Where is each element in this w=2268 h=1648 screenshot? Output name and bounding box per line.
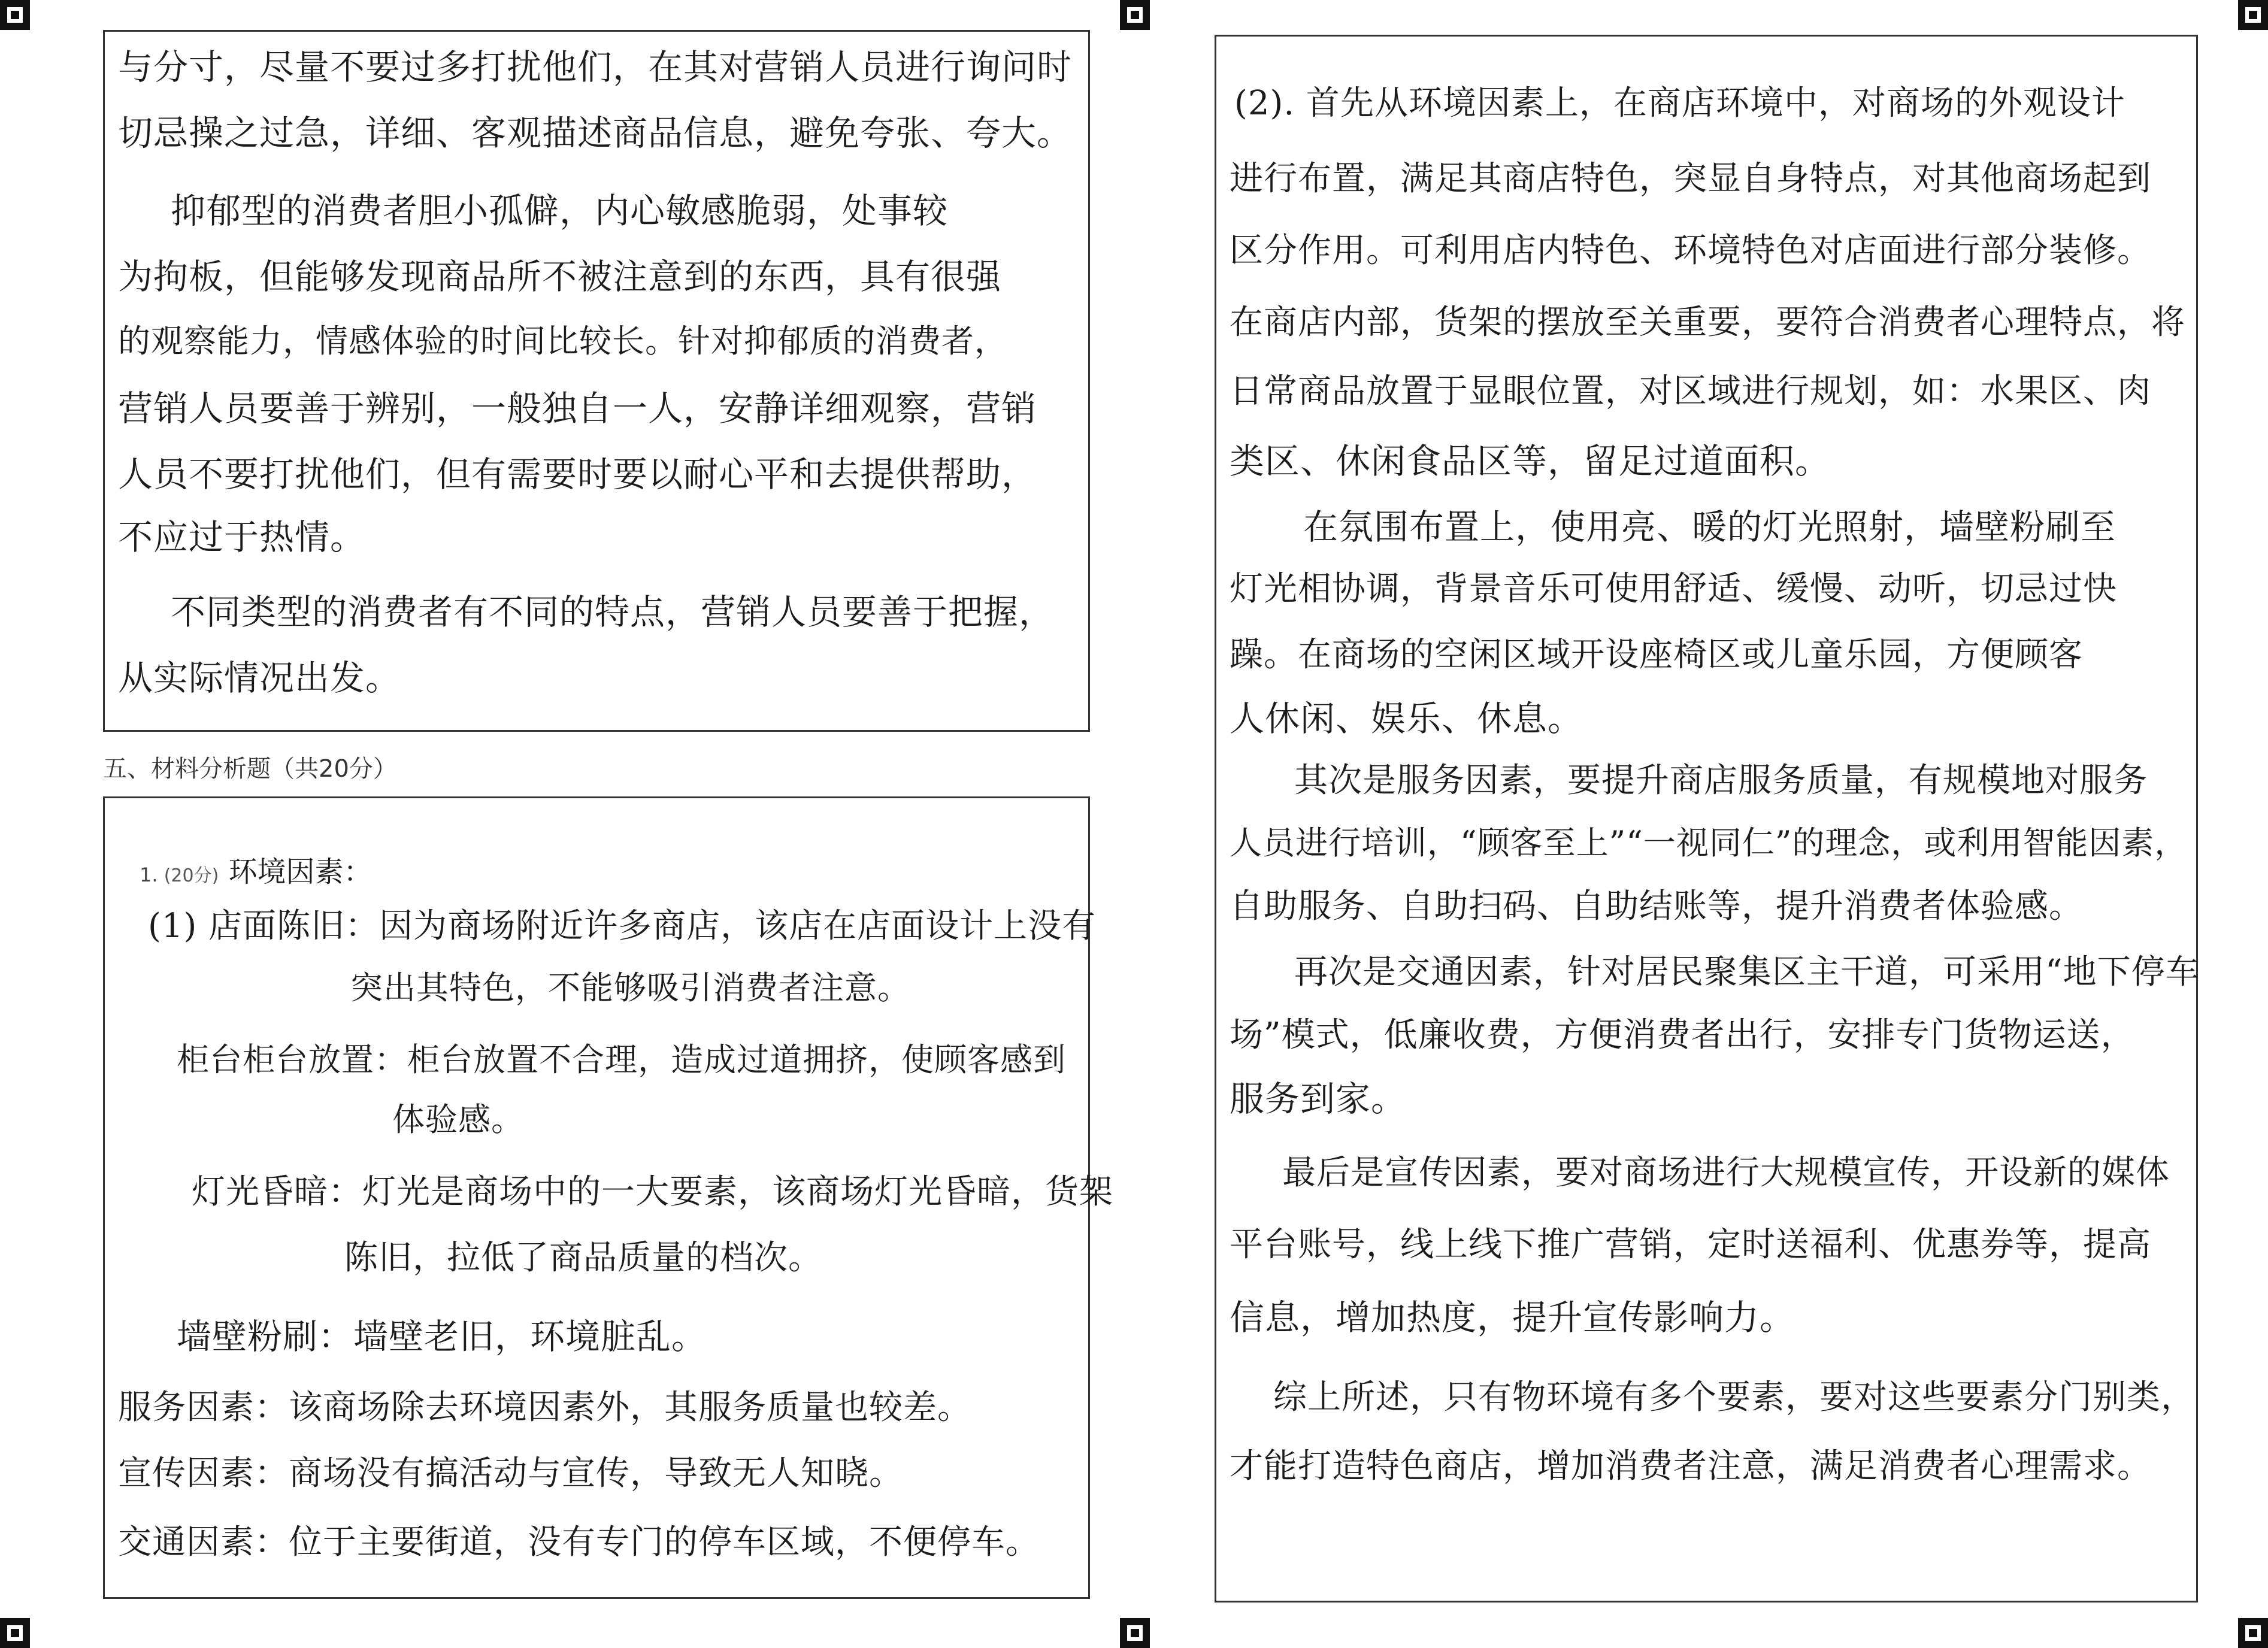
handwritten-line: 区分作用。可利用店内特色、环境特色对店面进行部分装修。 [1230, 231, 2151, 270]
handwritten-line: 才能打造特色商店，增加消费者注意，满足消费者心理需求。 [1230, 1447, 2151, 1486]
handwritten-line: 再次是交通因素，针对居民聚集区主干道，可采用“地下停车 [1294, 953, 2200, 992]
handwritten-line: 灯光昏暗：灯光是商场中的一大要素，该商场灯光昏暗，货架 [192, 1173, 1113, 1211]
handwritten-line: 从实际情况出发。 [118, 658, 401, 698]
handwritten-line: 其次是服务因素，要提升商店服务质量，有规模地对服务 [1294, 761, 2148, 800]
corner-marker-bottom-center [1120, 1618, 1150, 1648]
corner-marker-bottom-left [0, 1618, 30, 1648]
corner-marker-top-center [1120, 0, 1150, 30]
question-index: 1. [140, 864, 158, 886]
handwritten-line: 日常商品放置于显眼位置，对区域进行规划，如：水果区、肉 [1230, 372, 2151, 411]
section-title: 五、材料分析题（共20分） [103, 755, 397, 783]
handwritten-line: (1) 店面陈旧：因为商场附近许多商店，该店在店面设计上没有 [148, 907, 1097, 946]
handwritten-line: 体验感。 [392, 1101, 524, 1138]
handwritten-line: 不应过于热情。 [118, 517, 366, 558]
corner-marker-bottom-right [2238, 1618, 2268, 1648]
handwritten-line: 信息，增加热度，提升宣传影响力。 [1230, 1297, 1795, 1338]
handwritten-line: 与分寸，尽量不要过多打扰他们，在其对营销人员进行询问时 [118, 47, 1073, 87]
handwritten-line: 人员不要打扰他们，但有需要时要以耐心平和去提供帮助， [118, 454, 1037, 495]
handwritten-line: 抑郁型的消费者胆小孤僻，内心敏感脆弱，处事较 [171, 190, 949, 231]
handwritten-line: 不同类型的消费者有不同的特点，营销人员要善于把握， [171, 592, 1055, 632]
handwritten-line: 陈旧，拉低了商品质量的档次。 [344, 1238, 822, 1277]
answer-box-right [1215, 35, 2198, 1602]
handwritten-line: 场”模式，低廉收费，方便消费者出行，安排专门货物运送， [1230, 1016, 2135, 1055]
handwritten-heading: 环境因素： [228, 855, 373, 889]
handwritten-line: 交通因素：位于主要街道，没有专门的停车区域，不便停车。 [118, 1523, 1040, 1562]
handwritten-line: 柜台柜台放置：柜台放置不合理，造成过道拥挤，使顾客感到 [177, 1041, 1066, 1079]
handwritten-line: 灯光相协调，背景音乐可使用舒适、缓慢、动听，切忌过快 [1230, 569, 2117, 608]
question-number [140, 849, 372, 890]
handwritten-line: 服务到家。 [1230, 1079, 1407, 1119]
question-score: (20分) [163, 865, 219, 886]
handwritten-line: 在商店内部，货架的摆放至关重要，要符合消费者心理特点，将 [1230, 303, 2185, 342]
handwritten-line: 平台账号，线上线下推广营销，定时送福利、优惠券等，提高 [1230, 1225, 2151, 1264]
handwritten-line: (2). 首先从环境因素上，在商店环境中，对商场的外观设计 [1234, 84, 2125, 123]
handwritten-line: 自助服务、自助扫码、自助结账等，提升消费者体验感。 [1230, 887, 2083, 926]
handwritten-line: 在氛围布置上，使用亮、暖的灯光照射，墙壁粉刷至 [1303, 507, 2116, 547]
corner-marker-top-left [0, 0, 30, 30]
corner-marker-top-right [2238, 0, 2268, 30]
handwritten-line: 人休闲、娱乐、休息。 [1230, 698, 1583, 739]
handwritten-line: 营销人员要善于辨别，一般独自一人，安静详细观察，营销 [118, 388, 1037, 429]
handwritten-line: 躁。在商场的空闲区域开设座椅区或儿童乐园，方便顾客 [1230, 635, 2083, 674]
handwritten-line: 突出其特色，不能够吸引消费者注意。 [350, 969, 910, 1007]
handwritten-line: 的观察能力，情感体验的时间比较长。针对抑郁质的消费者， [118, 322, 1007, 360]
answer-box-left-top [103, 30, 1090, 732]
handwritten-line: 切忌操之过急，详细、客观描述商品信息，避免夸张、夸大。 [118, 113, 1073, 153]
answer-box-left-bottom [103, 796, 1113, 1599]
handwritten-line: 墙壁粉刷：墙壁老旧，环境脏乱。 [177, 1316, 707, 1357]
handwritten-line: 类区、休闲食品区等，留足过道面积。 [1230, 441, 1831, 481]
handwritten-line: 进行布置，满足其商店特色，突显自身特点，对其他商场起到 [1230, 159, 2151, 198]
handwritten-line: 综上所述，只有物环境有多个要素，要对这些要素分门别类， [1273, 1378, 2195, 1417]
handwritten-line: 人员进行培训，“顾客至上”“一视同仁”的理念，或利用智能因素， [1230, 824, 2188, 862]
handwritten-line: 宣传因素：商场没有搞活动与宣传，导致无人知晓。 [118, 1454, 903, 1493]
handwritten-line: 最后是宣传因素，要对商场进行大规模宣传，开设新的媒体 [1282, 1153, 2170, 1192]
handwritten-line: 为拘板，但能够发现商品所不被注意到的东西，具有很强 [118, 256, 1002, 297]
handwritten-line: 服务因素：该商场除去环境因素外，其服务质量也较差。 [118, 1388, 971, 1427]
